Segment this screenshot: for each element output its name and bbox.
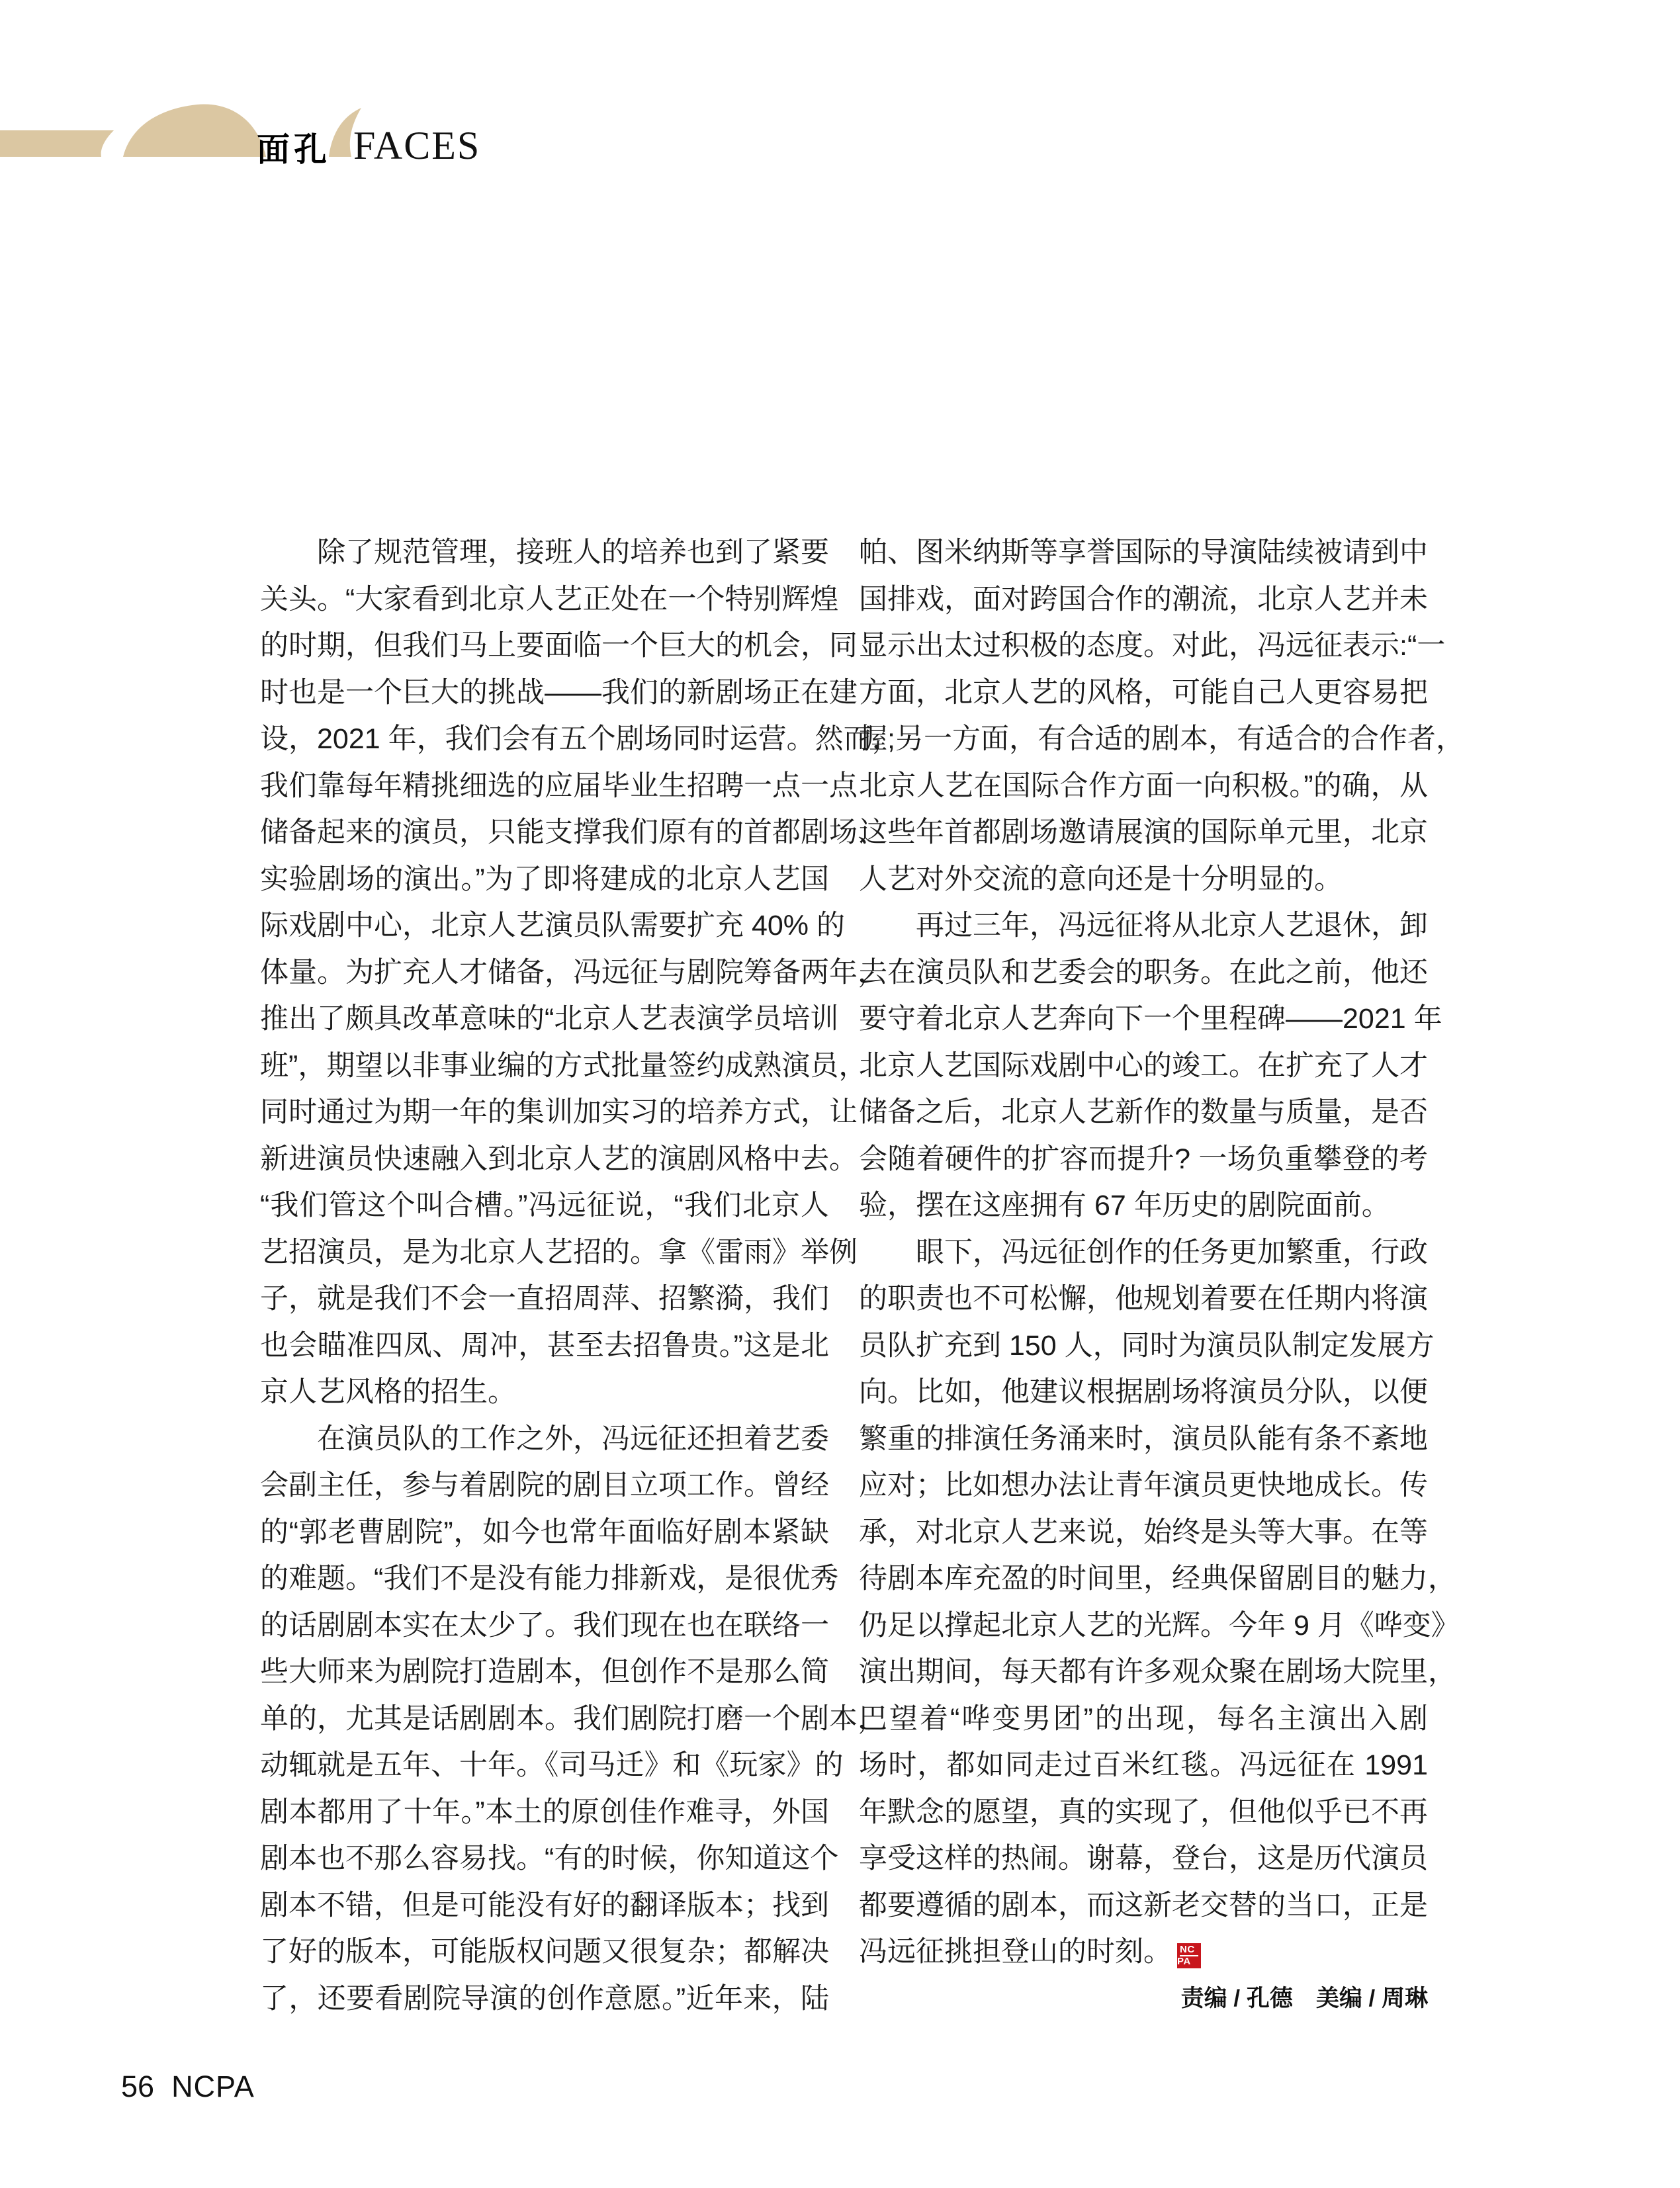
text-line: 会随着硬件的扩容而提升? 一场负重攀登的考 — [859, 1143, 1428, 1175]
text-line: 的“郭老曹剧院”，如今也常年面临好剧本紧缺 — [260, 1516, 829, 1548]
text-line: 眼下，冯远征创作的任务更加繁重，行政 — [916, 1236, 1428, 1268]
text-line: 承，对北京人艺来说，始终是头等大事。在等 — [859, 1516, 1428, 1548]
text-line: 国排戏，面对跨国合作的潮流，北京人艺并未 — [859, 583, 1428, 615]
text-line: 帕、图米纳斯等享誉国际的导演陆续被请到中 — [859, 537, 1428, 568]
text-line: 年默念的愿望，真的实现了，但他似乎已不再 — [859, 1796, 1428, 1828]
page-number: 56 — [121, 2070, 155, 2103]
text-line: 北京人艺在国际合作方面一向积极。”的确，从 — [859, 769, 1428, 802]
text-line: 实验剧场的演出。”为了即将建成的北京人艺国 — [260, 863, 829, 895]
text-line: 的时期，但我们马上要面临一个巨大的机会，同 — [260, 630, 858, 662]
text-line: 新进演员快速融入到北京人艺的演剧风格中去。 — [260, 1143, 858, 1175]
text-line: 方面，北京人艺的风格，可能自己人更容易把 — [859, 676, 1428, 709]
text-line: 巴望着“哗变男团”的出现，每名主演出入剧 — [859, 1702, 1428, 1735]
text-line: 显示出太过积极的态度。对此，冯远征表示:“一 — [859, 630, 1446, 662]
text-line: 除了规范管理，接班人的培养也到了紧要 — [317, 537, 829, 568]
text-line: 了好的版本，可能版权问题又很复杂；都解决 — [260, 1936, 829, 1968]
text-line: 人艺对外交流的意向还是十分明显的。 — [859, 863, 1343, 895]
text-line: 子，就是我们不会一直招周萍、招繁漪，我们 — [260, 1283, 829, 1315]
text-line: 去在演员队和艺委会的职务。在此之前，他还 — [859, 956, 1428, 988]
section-title-zh: 面孔 — [257, 131, 331, 168]
header-bar — [0, 130, 114, 157]
text-line: 再过三年，冯远征将从北京人艺退休，卸 — [916, 910, 1428, 941]
page-footer — [121, 2070, 255, 2104]
text-line: 同时通过为期一年的集训加实习的培养方式，让 — [260, 1096, 858, 1128]
text-line: 的职责也不可松懈，他规划着要在任期内将演 — [859, 1283, 1428, 1315]
text-line: 艺招演员，是为北京人艺招的。拿《雷雨》举例 — [260, 1236, 858, 1268]
text-line: 向。比如，他建议根据剧场将演员分队，以便 — [859, 1376, 1428, 1408]
text-column-left — [260, 529, 901, 2022]
text-line: 的话剧剧本实在太少了。我们现在也在联络一 — [260, 1609, 829, 1641]
text-column-right — [859, 529, 1464, 2022]
credits-line: 责编 / 孔德 美编 / 周琳 — [1180, 1985, 1428, 2011]
text-line: 验，摆在这座拥有 67 年历史的剧院面前。 — [859, 1190, 1390, 1221]
header-dome — [123, 105, 266, 157]
article-body — [260, 529, 1464, 2022]
text-line: 剧本也不那么容易找。“有的时候，你知道这个 — [260, 1843, 839, 1874]
text-line: 些大师来为剧院打造剧本，但创作不是那么简 — [260, 1656, 829, 1688]
text-line: 单的，尤其是话剧剧本。我们剧院打磨一个剧本， — [260, 1702, 886, 1735]
text-line: 员队扩充到 150 人，同时为演员队制定发展方 — [859, 1329, 1435, 1362]
text-line: 冯远征挑担登山的时刻。 $\frac{NC}{PA}$ — [859, 1929, 1428, 1976]
text-line: “我们管这个叫合槽。”冯远征说，“我们北京人 — [260, 1190, 829, 1221]
text-line: 都要遵循的剧本，而这新老交替的当口，正是 — [859, 1889, 1428, 1921]
text-line: 储备起来的演员，只能支撑我们原有的首都剧场、 — [260, 816, 886, 848]
text-line: 剧本都用了十年。”本土的原创佳作难寻，外国 — [260, 1796, 829, 1828]
text-line: 时也是一个巨大的挑战——我们的新剧场正在建 — [260, 676, 858, 709]
header-swoosh-art — [0, 0, 1680, 225]
text-line: 设，2021 年，我们会有五个剧场同时运营。然而， — [260, 723, 901, 755]
text-line: 享受这样的热闹。谢幕，登台，这是历代演员 — [859, 1843, 1428, 1874]
text-line: 了，还要看剧院导演的创作意愿。”近年来，陆 — [260, 1982, 829, 2015]
text-line: 际戏剧中心，北京人艺演员队需要扩充 40% 的 — [260, 910, 845, 941]
text-line: 京人艺风格的招生。 — [260, 1376, 516, 1408]
text-line: 体量。为扩充人才储备，冯远征与剧院筹备两年， — [260, 956, 886, 988]
text-line: 储备之后，北京人艺新作的数量与质量，是否 — [859, 1096, 1428, 1128]
text-line: 演出期间，每天都有许多观众聚在剧场大院里， — [859, 1656, 1456, 1688]
text-line: 推出了颇具改革意味的“北京人艺表演学员培训 — [260, 1003, 839, 1035]
text-line: 的难题。“我们不是没有能力排新戏，是很优秀 — [260, 1563, 839, 1595]
magazine-name: NCPA — [171, 2070, 255, 2103]
text-line: 关头。“大家看到北京人艺正处在一个特别辉煌 — [260, 583, 839, 615]
text-line: 场时，都如同走过百米红毯。冯远征在 1991 — [859, 1749, 1428, 1781]
text-line: 要守着北京人艺奔向下一个里程碑——2021 年 — [859, 1003, 1442, 1035]
text-line: 这些年首都剧场邀请展演的国际单元里，北京 — [859, 816, 1428, 848]
text-line: 会副主任，参与着剧院的剧目立项工作。曾经 — [260, 1469, 829, 1501]
text-line: 握;另一方面，有合适的剧本，有适合的合作者， — [859, 723, 1464, 755]
text-line: 仍足以撑起北京人艺的光辉。今年 9 月《哗变》 — [859, 1609, 1460, 1641]
text-line: 剧本不错，但是可能没有好的翻译版本；找到 — [260, 1889, 829, 1921]
text-line: 我们靠每年精挑细选的应届毕业生招聘一点一点 — [260, 769, 858, 802]
text-line: 动辄就是五年、十年。《司马迁》和《玩家》的 — [260, 1749, 844, 1781]
ncpa-end-mark-icon: $\frac{NC}{PA}$ — [1177, 1943, 1201, 1968]
text-line: 应对；比如想办法让青年演员更快地成长。传 — [859, 1469, 1428, 1501]
text-line: 在演员队的工作之外，冯远征还担着艺委 — [317, 1422, 829, 1455]
text-line: 北京人艺国际戏剧中心的竣工。在扩充了人才 — [859, 1049, 1428, 1082]
section-title-en: FACES — [353, 124, 481, 167]
text-line: 也会瞄准四凤、周冲，甚至去招鲁贵。”这是北 — [260, 1329, 829, 1362]
text-line: 繁重的排演任务涌来时，演员队能有条不紊地 — [859, 1422, 1428, 1455]
text-line: 班”，期望以非事业编的方式批量签约成熟演员， — [260, 1049, 867, 1082]
text-line: 待剧本库充盈的时间里，经典保留剧目的魅力， — [859, 1563, 1456, 1595]
